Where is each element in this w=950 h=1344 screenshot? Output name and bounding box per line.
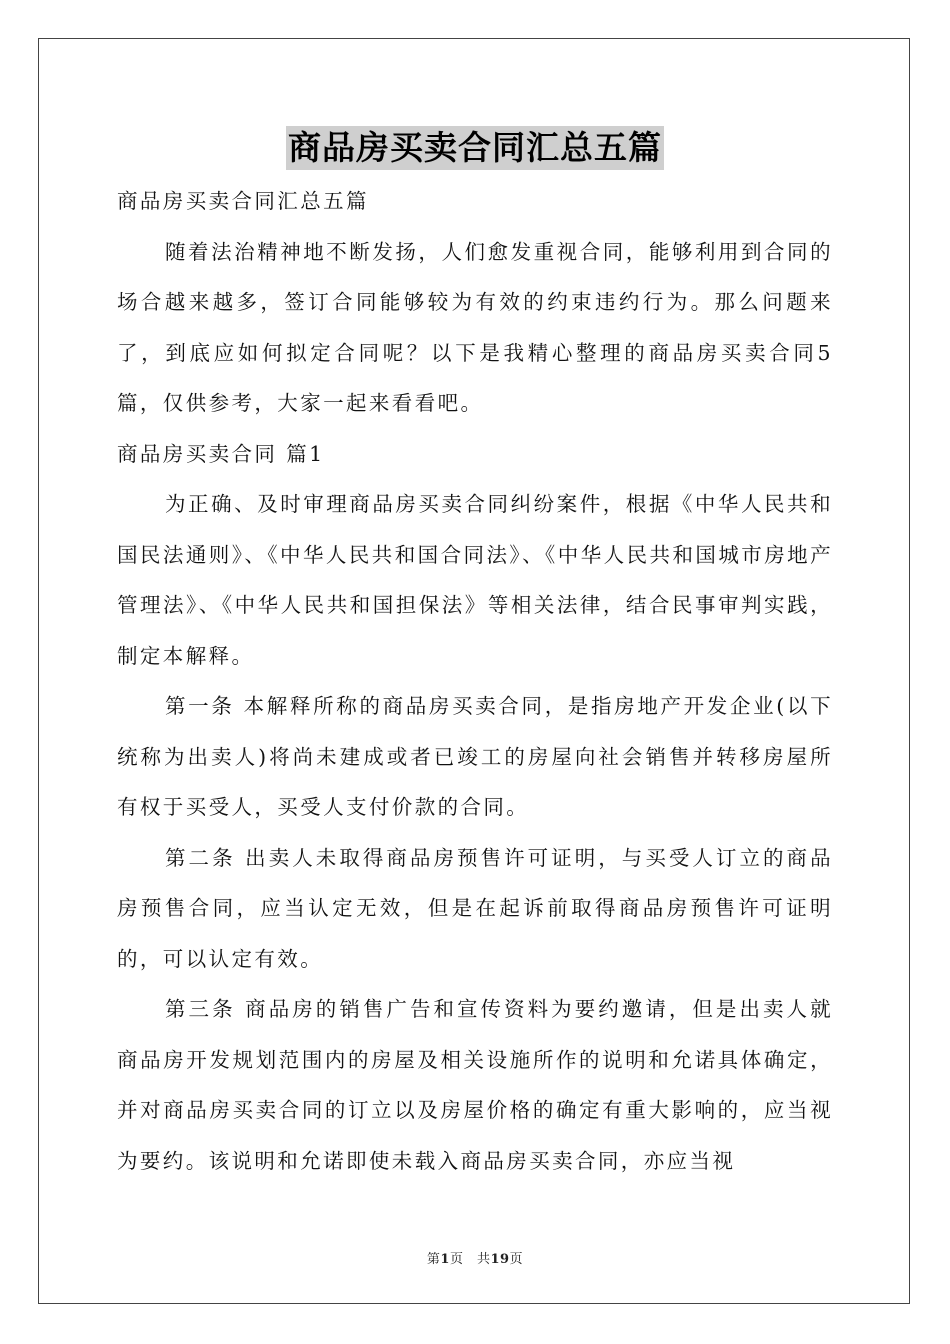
article-2-paragraph: 第二条 出卖人未取得商品房预售许可证明，与买受人订立的商品房预售合同，应当认定无效，但是在起诉前取得商品房预售许可证明的，可以认定有效。 [117,845,833,971]
footer-prefix: 第 [426,1252,441,1267]
intro-paragraph: 随着法治精神地不断发扬，人们愈发重视合同，能够利用到合同的场合越来越多，签订合同能够较为有效的约束违约行为。那么问题来了，到底应如何拟定合同呢？以下是我精心整理的商品房买卖合同5篇，仅供参考，大家一起来看看吧。 [117,239,833,415]
footer-mid: 页 共 [449,1252,491,1267]
title-wrapper [0,126,950,170]
footer-suffix: 页 [509,1252,524,1267]
footer-page-total: 19 [490,1252,510,1267]
document-title: 商品房买卖合同汇总五篇 [286,126,664,170]
section-heading: 商品房买卖合同 篇1 [117,441,325,466]
article-3-paragraph: 第三条 商品房的销售广告和宣传资料为要约邀请，但是出卖人就商品房开发规划范围内的房屋及相关设施所作的说明和允诺具体确定，并对商品房买卖合同的订立以及房屋价格的确定有重大影响的，应当视为要约。该说明和允诺即使未载入商品房买卖合同，亦应当视 [117,997,833,1173]
document-subtitle: 商品房买卖合同汇总五篇 [117,189,369,213]
page-footer [0,1248,950,1267]
document-body [117,176,833,1186]
body-paragraph: 为正确、及时审理商品房买卖合同纠纷案件，根据《中华人民共和国民法通则》、《中华人民共和国合同法》、《中华人民共和国城市房地产管理法》、《中华人民共和国担保法》等相关法律，结合民事审判实践，制定本解释。 [117,492,833,668]
article-1-paragraph: 第一条 本解释所称的商品房买卖合同，是指房地产开发企业(以下统称为出卖人)将尚未建成或者已竣工的房屋向社会销售并转移房屋所有权于买受人，买受人支付价款的合同。 [117,694,833,819]
footer-page-current: 1 [440,1252,450,1267]
